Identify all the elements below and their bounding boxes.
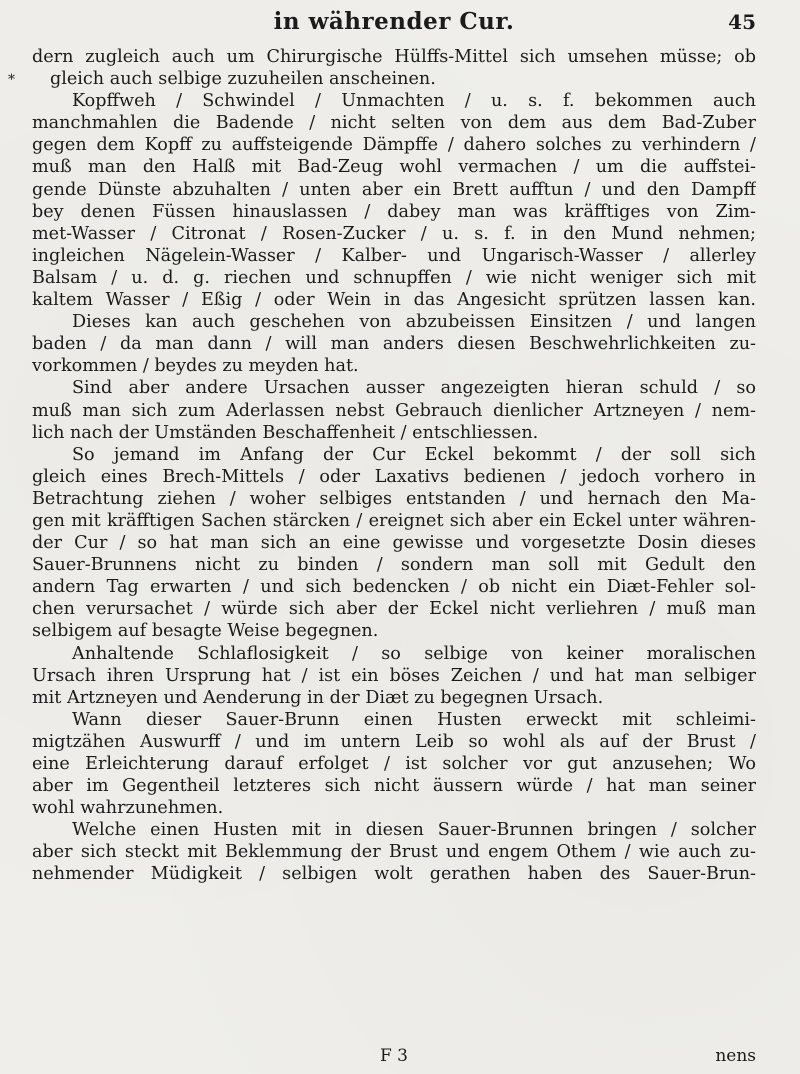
text-line: Wann dieser Sauer-Brunn einen Husten erweckt mit schleimi- [72, 709, 756, 730]
text-line: mit Artzneyen und Aenderung in der Diæt zu begegnen Ursach. [32, 687, 604, 708]
text-line: baden / da man dann / will man anders diesen Beschwehrlichkeiten zu- [32, 334, 756, 355]
margin-asterisk: * [8, 72, 15, 88]
text-line: gleich auch selbige zuzuheilen anscheinen. [50, 69, 436, 90]
text-line: manchmahlen die Badende / nicht selten von dem aus dem Bad-Zuber [32, 113, 756, 134]
signature-mark: F 3 [379, 1046, 408, 1066]
text-line: So jemand im Anfang der Cur Eckel bekommt / der soll sich [72, 444, 756, 465]
text-line: migtzähen Auswurff / und im untern Leib so wohl als auf der Brust / [32, 731, 756, 752]
text-line: Ursach ihren Ursprung hat / ist ein böses Zeichen / und hat man selbiger [32, 665, 756, 686]
text-line: Dieses kan auch geschehen von abzubeissen Einsitzen / und langen [72, 312, 756, 333]
catchword: nens [715, 1046, 756, 1066]
body-text [32, 46, 756, 886]
text-line: Anhaltende Schlaflosigkeit / so selbige von keiner moralischen [72, 643, 756, 664]
text-line: selbigem auf besagte Weise begegnen. [32, 621, 379, 642]
text-line: Balsam / u. d. g. riechen und schnupffen / wie nicht weniger sich mit [32, 267, 756, 288]
text-line: gegen dem Kopff zu auffsteigende Dämpffe / dahero solches zu verhindern / [32, 135, 756, 156]
text-line: chen verursachet / würde sich aber der Eckel nicht verliehren / muß man [32, 599, 756, 620]
text-line: nehmender Müdigkeit / selbigen wolt gerathen haben des Sauer-Brun- [32, 864, 756, 885]
text-line: wohl wahrzunehmen. [32, 798, 224, 819]
text-line: kaltem Wasser / Eßig / oder Wein in das Angesicht sprützen lassen kan. [32, 290, 756, 311]
text-line: met-Wasser / Citronat / Rosen-Zucker / u. s. f. in den Mund nehmen; [32, 223, 756, 244]
text-line: Sind aber andere Ursachen ausser angezeigten hieran schuld / so [72, 378, 756, 399]
text-line: lich nach der Umständen Beschaffenheit / entschliessen. [32, 422, 539, 443]
text-line: Welche einen Husten mit in diesen Sauer-Brunnen bringen / solcher [72, 820, 756, 841]
text-line: bey denen Füssen hinauslassen / dabey man was kräfftiges von Zim- [32, 201, 756, 222]
text-line: gen mit kräfftigen Sachen stärcken / ereignet sich aber ein Eckel unter währen- [32, 510, 756, 531]
text-line: aber sich steckt mit Beklemmung der Brust und engem Othem / wie auch zu- [32, 842, 756, 863]
text-line: aber im Gegentheil letzteres sich nicht äussern würde / hat man seiner [32, 776, 756, 797]
text-line: muß man sich zum Aderlassen nebst Gebrauch dienlicher Artzneyen / nem- [32, 400, 756, 421]
text-line: muß man den Halß mit Bad-Zeug wohl vermachen / um die auffstei- [32, 157, 756, 178]
text-line: dern zugleich auch um Chirurgische Hülffs-Mittel sich umsehen müsse; ob [32, 47, 756, 67]
text-line: Sauer-Brunnens nicht zu binden / sondern man soll mit Gedult den [32, 555, 756, 576]
running-head [32, 0, 756, 46]
page-number: 45 [728, 10, 756, 34]
page-footer [32, 1046, 756, 1070]
text-line: ingleichen Nägelein-Wasser / Kalber- und Ungarisch-Wasser / allerley [32, 245, 756, 266]
running-title: in währender Cur. [273, 8, 515, 35]
text-line: andern Tag erwarten / und sich bedencken / ob nicht ein Diæt-Fehler sol- [32, 577, 756, 598]
text-line: gende Dünste abzuhalten / unten aber ein Brett aufftun / und den Dampff [32, 179, 756, 200]
text-line: der Cur / so hat man sich an eine gewisse und vorgesetzte Dosin dieses [32, 533, 756, 554]
text-line: gleich eines Brech-Mittels / oder Laxativs bedienen / jedoch vorhero in [32, 466, 756, 487]
text-line: Betrachtung ziehen / woher selbiges entstanden / und hernach den Ma- [32, 488, 756, 509]
text-line: Kopffweh / Schwindel / Unmachten / u. s. f. bekommen auch [72, 91, 756, 112]
text-line: eine Erleichterung darauf erfolget / ist solcher vor gut anzusehen; Wo [32, 754, 756, 774]
text-line: vorkommen / beydes zu meyden hat. [32, 356, 359, 377]
